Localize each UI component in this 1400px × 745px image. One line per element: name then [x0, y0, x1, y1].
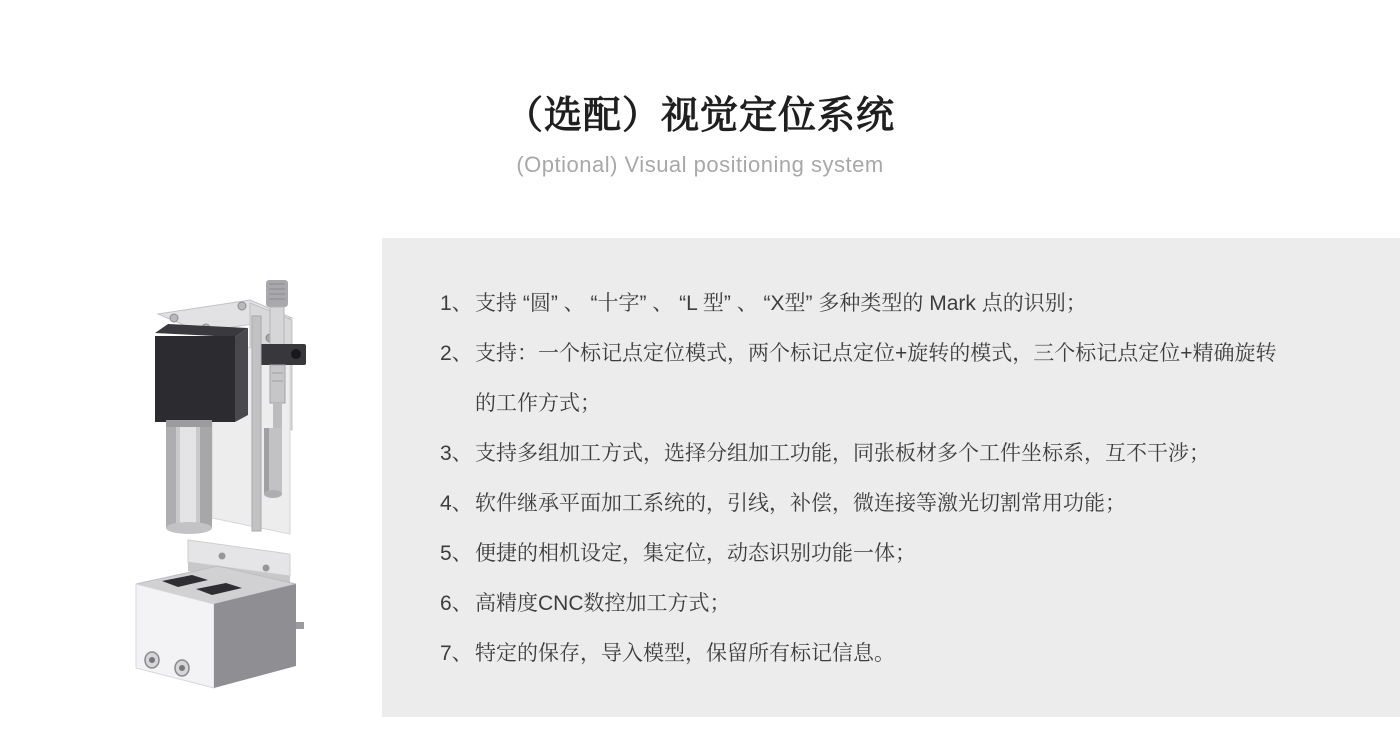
feature-number: 4、: [440, 492, 473, 515]
features-panel: [382, 238, 1400, 717]
page-subtitle: (Optional) Visual positioning system: [516, 152, 884, 177]
page-title: （选配）视觉定位系统: [504, 95, 895, 137]
feature-text: 软件继承平面加工系统的，引线，补偿，微连接等激光切割常用功能；: [475, 492, 1126, 515]
feature-number: 3、: [440, 442, 473, 465]
machine-render-icon: [100, 278, 350, 703]
feature-text: 支持多组加工方式，选择分组加工功能，同张板材多个工件坐标系，互不干涉；: [475, 442, 1210, 465]
feature-number: 5、: [440, 542, 473, 565]
feature-text: 高精度CNC数控加工方式；: [475, 592, 731, 615]
feature-number: 2、: [440, 342, 473, 365]
feature-item-5: [440, 529, 1370, 579]
feature-list: [440, 279, 1370, 679]
feature-item-3: [440, 429, 1370, 479]
feature-item-1: [440, 279, 1370, 329]
feature-number: 7、: [440, 642, 473, 665]
feature-number: 6、: [440, 592, 473, 615]
feature-item-2: [440, 329, 1370, 429]
feature-text: 支持 “圆” 、 “十字” 、 “L 型” 、 “X型” 多种类型的 Mark 点的识别；: [475, 292, 1087, 315]
product-image: [100, 278, 350, 703]
feature-text: 特定的保存，导入模型，保留所有标记信息。: [475, 642, 895, 665]
feature-item-4: [440, 479, 1370, 529]
feature-number: 1、: [440, 292, 473, 315]
feature-text: 支持：一个标记点定位模式，两个标记点定位+旋转的模式，三个标记点定位+精确旋转 的工作方式；: [475, 342, 1277, 415]
feature-item-7: [440, 629, 1370, 679]
feature-text: 便捷的相机设定，集定位，动态识别功能一体；: [475, 542, 916, 565]
feature-item-6: [440, 579, 1370, 629]
